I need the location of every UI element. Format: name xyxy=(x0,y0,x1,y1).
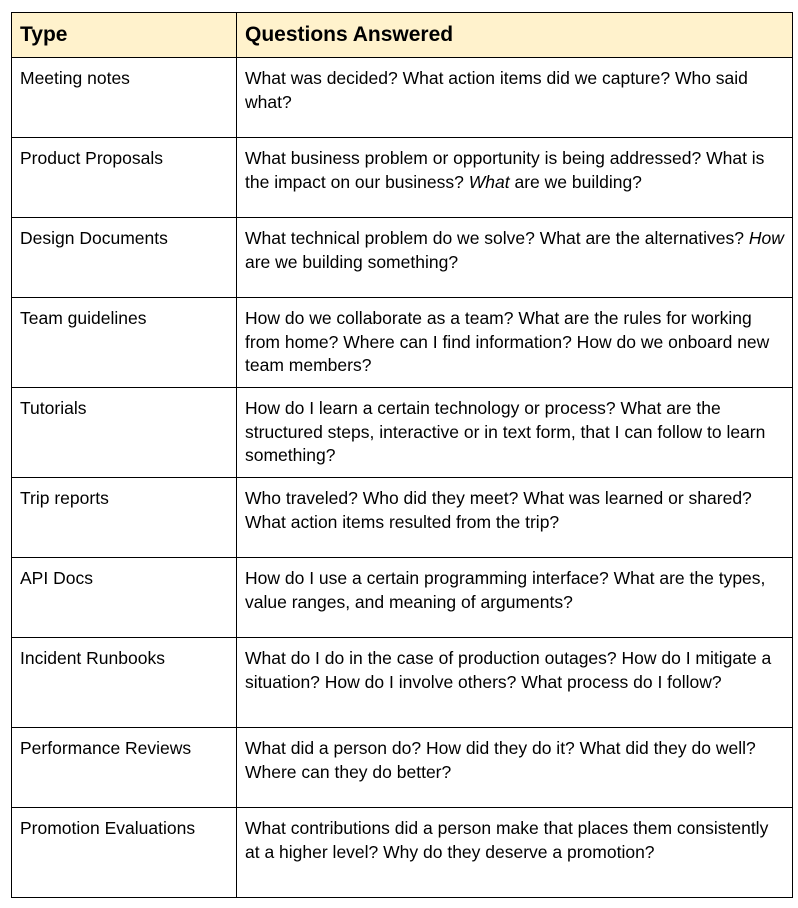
type-cell: Product Proposals xyxy=(12,138,237,218)
type-cell: API Docs xyxy=(12,558,237,638)
table-row xyxy=(12,558,793,638)
questions-emphasis: What xyxy=(468,171,510,192)
questions-emphasis: How xyxy=(748,228,784,248)
table-header-row xyxy=(12,13,793,58)
table-body xyxy=(12,58,793,898)
questions-text: How do I learn a certain technology or process? What are the structured steps, interactive or in text form, that I can follow to learn something? xyxy=(245,398,766,465)
questions-text: What was decided? What action items did we capture? Who said what? xyxy=(245,68,748,112)
questions-cell xyxy=(237,728,793,808)
table-row xyxy=(12,58,793,138)
type-cell: Team guidelines xyxy=(12,298,237,388)
questions-text: What business problem or opportunity is being addressed? What is the impact on our business? xyxy=(245,148,765,192)
questions-text: are we building? xyxy=(509,171,642,192)
questions-cell xyxy=(237,638,793,728)
questions-cell xyxy=(237,478,793,558)
table-row xyxy=(12,138,793,218)
table-row xyxy=(12,808,793,898)
type-cell: Incident Runbooks xyxy=(12,638,237,728)
questions-cell xyxy=(237,298,793,388)
table-row xyxy=(12,298,793,388)
table-row xyxy=(12,478,793,558)
type-cell: Performance Reviews xyxy=(12,728,237,808)
questions-cell xyxy=(237,808,793,898)
table-row xyxy=(12,638,793,728)
table-row xyxy=(12,728,793,808)
questions-text: What did a person do? How did they do it? What did they do well? Where can they do better? xyxy=(245,738,756,782)
questions-cell xyxy=(237,58,793,138)
type-cell: Promotion Evaluations xyxy=(12,808,237,898)
type-cell: Trip reports xyxy=(12,478,237,558)
questions-cell xyxy=(237,558,793,638)
header-type: Type xyxy=(12,13,237,58)
questions-cell xyxy=(237,388,793,478)
questions-cell xyxy=(237,218,793,298)
type-cell: Design Documents xyxy=(12,218,237,298)
table-row xyxy=(12,388,793,478)
questions-cell xyxy=(237,138,793,218)
header-questions-answered: Questions Answered xyxy=(237,13,793,58)
questions-text: Who traveled? Who did they meet? What was learned or shared? What action items resulted from the trip? xyxy=(245,488,752,532)
questions-text: What technical problem do we solve? What are the alternatives? xyxy=(245,228,749,248)
table-row xyxy=(12,218,793,298)
questions-text: are we building something? xyxy=(245,251,459,272)
questions-text: What do I do in the case of production outages? How do I mitigate a situation? How do I involve others? What process do I follow? xyxy=(245,648,772,692)
questions-text: What contributions did a person make that places them consistently at a higher level? Why do they deserve a promotion? xyxy=(245,818,769,862)
questions-text: How do we collaborate as a team? What are the rules for working from home? Where can I find information? How do we onboard new team members? xyxy=(245,308,770,375)
type-cell: Meeting notes xyxy=(12,58,237,138)
questions-text: How do I use a certain programming interface? What are the types, value ranges, and meaning of arguments? xyxy=(245,568,766,612)
type-cell: Tutorials xyxy=(12,388,237,478)
document-types-table xyxy=(11,12,793,898)
